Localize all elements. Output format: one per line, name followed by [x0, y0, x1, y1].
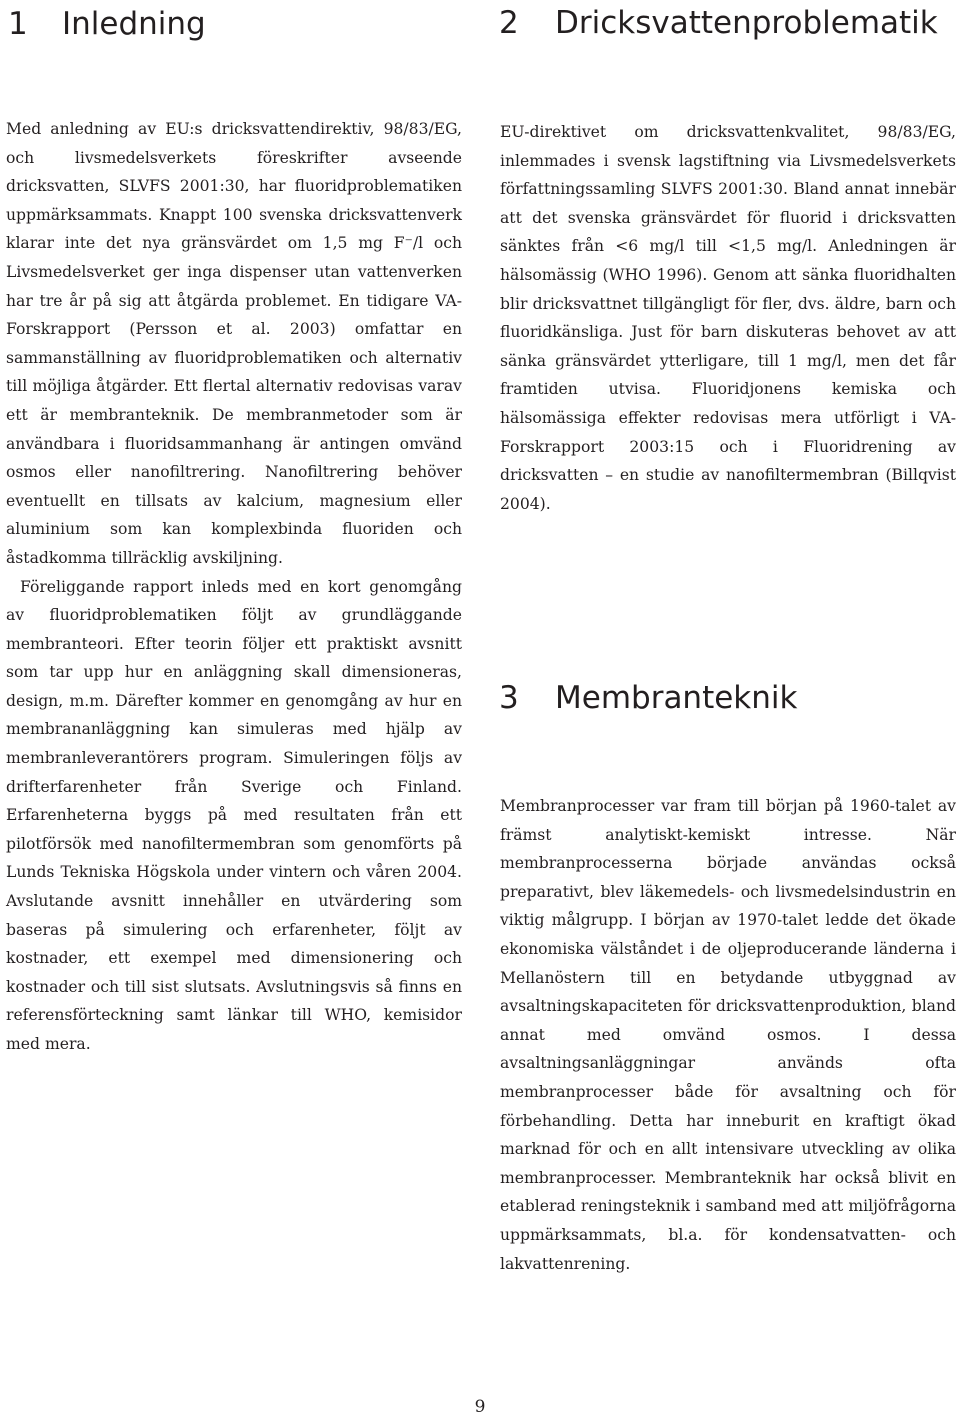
page-number: 9 [474, 1397, 486, 1417]
section-3-number: 3 [499, 680, 519, 716]
section-3-title: Membranteknik [555, 680, 798, 716]
section-2-paragraph: EU-direktivet om dricksvattenkvalitet, 98/83/EG, inlemmades i svensk lagstiftning via Livsmedelsverkets författningssamling SLVFS 2001:30. Bland annat innebär att det svenska gränsvärdet för fluorid i dricksvatten sänktes från <6 mg/l till <1,5 mg/l. Anledningen är hälsomässig (WHO 1996). Genom att sänka fluoridhalten blir dricksvattnet tillgängligt för fler, dvs. äldre, barn och fluoridkänsliga. Just för barn diskuteras behovet av att sänka gränsvärdet ytterligare, till 1 mg/l, men det får framtiden utvisa. Fluoridjonens kemiska och hälsomässiga effekter redovisas mera utförligt i VA-Forskrapport 2003:15 och i Fluoridrening av dricksvatten – en studie av nanofiltermembran (Billqvist 2004). [500, 123, 956, 513]
section-2-number: 2 [499, 5, 519, 41]
section-2-heading [499, 3, 938, 43]
section-1-number: 1 [8, 6, 28, 42]
section-2-title: Dricksvattenproblematik [555, 5, 938, 41]
section-3-body [500, 792, 956, 1278]
section-1-paragraph: Med anledning av EU:s dricksvattendirektiv, 98/83/EG, och livsmedelsverkets föreskrifter avseende dricksvatten, SLVFS 2001:30, har fluoridproblematiken uppmärksammats. Knappt 100 svenska dricksvattenverk klarar inte det nya gränsvärdet om 1,5 mg F⁻/l och Livsmedelsverket ger inga dispenser utan vattenverken har tre år på sig att åtgärda problemet. En tidigare VA-Forskrapport (Persson et al. 2003) omfattar en sammanställning av fluoridproblematiken och alternativ till möjliga åtgärder. Ett flertal alternativ redovisas varav ett är membranteknik. De membranmetoder som är användbara i fluoridsammanhang är antingen omvänd osmos eller nanofiltrering. Nanofiltrering behöver eventuellt en tillsats av kalcium, magnesium eller aluminium som kan komplexbinda fluoriden och åstadkomma tillräcklig avskiljning. [6, 120, 462, 567]
section-1-paragraph: Föreliggande rapport inleds med en kort genomgång av fluoridproblematiken följt av grundläggande membranteori. Efter teorin följer ett praktiskt avsnitt som tar upp hur en anläggning skall dimensioneras, design, m.m. Därefter kommer en genomgång av hur en membrananläggning kan simuleras med hjälp av membranleverantörers program. Simuleringen följs av drifterfarenheter från Sverige och Finland. Erfarenheterna byggs på med resultaten från ett pilotförsök med nanofiltermembran som genomförts på Lunds Tekniska Högskola under vintern och våren 2004. Avslutande avsnitt innehåller en utvärdering som baseras på simulering och erfarenheter, följt av kostnader, ett exempel med dimensionering och kostnader och till sist slutsats. Avslutningsvis så finns en referensförteckning samt länkar till WHO, kemisidor med mera. [6, 577, 462, 1053]
section-1-heading [8, 4, 206, 44]
section-3-heading [499, 678, 797, 718]
section-1-title: Inledning [62, 6, 206, 42]
section-1-body [6, 115, 462, 1059]
section-3-paragraph: Membranprocesser var fram till början på 1960-talet av främst analytiskt-kemiskt intresse. När membranprocesserna började användas också preparativt, blev läkemedels- och livsmedelsindustrin en viktig målgrupp. I början av 1970-talet ledde det ökade ekonomiska välståndet i de oljeproducerande länderna i Mellanöstern till en betydande utbyggnad av avsaltningskapaciteten för dricksvattenproduktion, bland annat med omvänd osmos. I dessa avsaltningsanläggningar används ofta membranprocesser både för avsaltning och för förbehandling. Detta har inneburit en kraftigt ökad marknad för och en allt intensivare utveckling av olika membranprocesser. Membranteknik har också blivit en etablerad reningsteknik i samband med att miljöfrågorna uppmärksammats, bl.a. för kondensatvatten- och lakvattenrening. [500, 797, 956, 1273]
section-2-body [500, 118, 956, 518]
